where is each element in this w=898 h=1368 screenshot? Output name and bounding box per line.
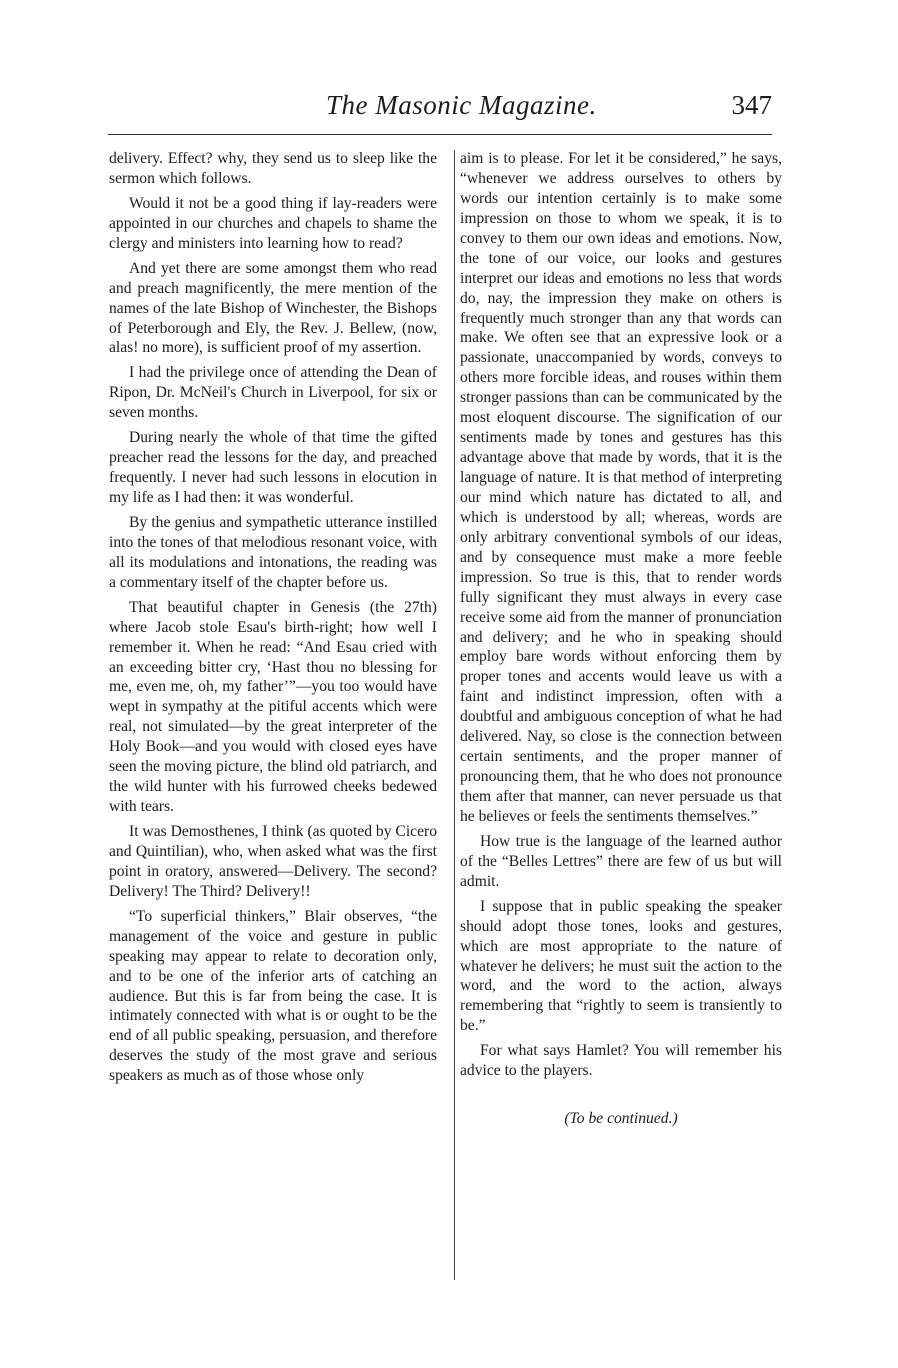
paragraph: I suppose that in public speaking the speaker should adopt those tones, looks and gestures, which are most appropriate to the nature of whatever he delivers; he must suit the action to the word, and the word to the action, always remembering that “rightly to seem is transiently to be.” bbox=[460, 897, 782, 1035]
journal-title: The Masonic Magazine. bbox=[326, 90, 597, 120]
paragraph: And yet there are some amongst them who read and preach magnificently, the mere mention of the names of the late Bishop of Winchester, the Bishops of Peterborough and Ely, the Rev. J. Bellew, (now, alas! no more), is sufficient proof of my assertion. bbox=[109, 259, 437, 357]
paragraph: That beautiful chapter in Genesis (the 27th) where Jacob stole Esau's birth-right; how well I remember it. When he read: “And Esau cried with an exceeding bitter cry, ‘Hast thou no blessing for me, even me, oh, my father’”—you too would have wept in sympathy at the pitiful accents which were real, not simulated—by the great interpreter of the Holy Book—and you would with closed eyes have seen the moving picture, the blind old patriarch, and the wild hunter with his furrowed cheeks bedewed with tears. bbox=[109, 598, 437, 816]
paragraph: I had the privilege once of attending the Dean of Ripon, Dr. McNeil's Church in Liverpool, for six or seven months. bbox=[109, 364, 437, 422]
paragraph: By the genius and sympathetic utterance instilled into the tones of that melodious resonant voice, with all its modulations and intonations, the reading was a commentary itself of the chapter before us. bbox=[109, 513, 437, 591]
paragraph: “To superficial thinkers,” Blair observes, “the management of the voice and gesture in public speaking may appear to relate to decoration only, and to be one of the inferior arts of catching an audience. But this is far from being the case. It is intimately connected with what is or ought to be the end of all public speaking, persuasion, and therefore deserves the study of the most grave and serious speakers as much as of those whose only bbox=[109, 907, 437, 1085]
left-column bbox=[109, 149, 437, 1091]
running-head bbox=[108, 86, 780, 126]
paragraph: delivery. Effect? why, they send us to sleep like the sermon which follows. bbox=[109, 150, 437, 187]
page-number: 347 bbox=[731, 90, 772, 120]
continued-note: (To be continued.) bbox=[564, 1110, 678, 1128]
paragraph: During nearly the whole of that time the gifted preacher read the lessons for the day, and preached frequently. I never had such lessons in elocution in my life as I had then: it was wonderful. bbox=[109, 429, 437, 506]
paragraph: For what says Hamlet? You will remember his advice to the players. bbox=[460, 1042, 782, 1080]
paragraph: How true is the language of the learned author of the “Belles Lettres” there are few of us but will admit. bbox=[460, 832, 782, 890]
paragraph: Would it not be a good thing if lay-readers were appointed in our churches and chapels to shame the clergy and ministers into learning how to read? bbox=[109, 194, 437, 252]
header-rule bbox=[108, 134, 772, 135]
column-divider bbox=[454, 150, 455, 1280]
paragraph: It was Demosthenes, I think (as quoted by Cicero and Quintilian), who, when asked what was the first point in oratory, answered—Delivery. The second? Delivery! The Third? Delivery!! bbox=[109, 823, 437, 900]
right-column bbox=[460, 149, 782, 1129]
paragraph: aim is to please. For let it be considered,” he says, “whenever we address ourselves to others by words our intention certainly is to make some impression on those to whom we speak, it is to convey to them our own ideas and emotions. Now, the tone of our voice, our looks and gestures interpret our ideas and emotions no less that words do, nay, the impression they make on others is frequently much stronger than any that words can make. We often see that an expressive look or a passionate, unaccompanied by words, conveys to others more forcible ideas, and rouses within them stronger passions than can be communicated by the most eloquent discourse. The signification of our sentiments made by tones and gestures has this advantage above that made by words, that it is the language of nature. It is that method of interpreting our mind which nature has dictated to all, and which is understood by all; whereas, words are only arbitrary conventional symbols of our ideas, and by consequence must make a more feeble impression. So true is this, that to render words fully significant they must always in every case receive some aid from the manner of pronunciation and delivery; and he who in speaking should employ bare words without enforcing them by proper tones and accents would leave us with a faint and indistinct impression, often with a doubtful and ambiguous conception of what he had delivered. Nay, so close is the connection between certain sentiments, and the proper manner of pronouncing them, that he who does not pronounce them after that manner, can never persuade us that he believes or feels the sentiments themselves.” bbox=[460, 150, 782, 825]
